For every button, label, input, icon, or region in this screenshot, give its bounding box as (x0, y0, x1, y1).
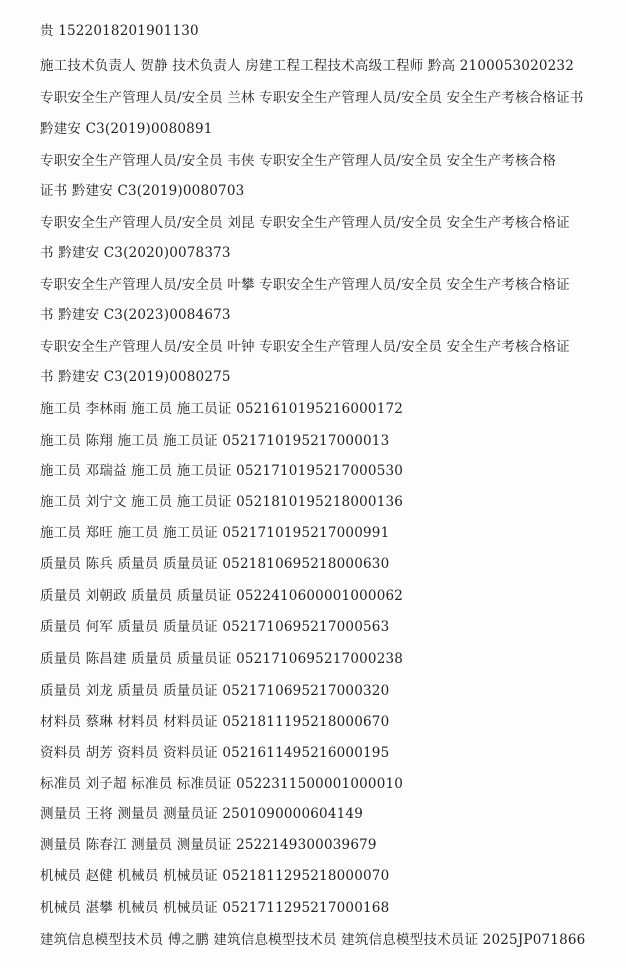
text-line: 材料员 蔡琳 材料员 材料员证 0521811195218000670 (40, 714, 390, 730)
text-line: 测量员 王将 测量员 测量员证 2501090000604149 (40, 806, 363, 822)
text-line: 建筑信息模型技术员 傅之鹏 建筑信息模型技术员 建筑信息模型技术员证 2025JP071866 (40, 932, 586, 948)
text-line: 机械员 赵健 机械员 机械员证 0521811295218000070 (40, 868, 390, 884)
text-line: 施工技术负责人 贺静 技术负责人 房建工程工程技术高级工程师 黔高 2100053020232 (40, 58, 575, 74)
text-line: 标准员 刘子超 标准员 标准员证 0522311500001000010 (40, 776, 404, 792)
text-line: 质量员 陈昌建 质量员 质量员证 0521710695217000238 (40, 651, 404, 667)
text-line: 机械员 湛攀 机械员 机械员证 0521711295217000168 (40, 900, 390, 916)
text-line: 书 黔建安 C3(2020)0078373 (40, 245, 231, 261)
text-line: 黔建安 C3(2019)0080891 (40, 121, 213, 137)
text-line: 质量员 刘朝政 质量员 质量员证 0522410600001000062 (40, 588, 404, 604)
text-line: 施工员 郑旺 施工员 施工员证 0521710195217000991 (40, 525, 390, 541)
text-line: 施工员 陈翔 施工员 施工员证 0521710195217000013 (40, 433, 390, 449)
text-line: 质量员 刘龙 质量员 质量员证 0521710695217000320 (40, 683, 390, 699)
text-line: 专职安全生产管理人员/安全员 叶攀 专职安全生产管理人员/安全员 安全生产考核合格证 (40, 277, 570, 293)
text-line: 施工员 刘宁文 施工员 施工员证 0521810195218000136 (40, 494, 404, 510)
text-line: 测量员 陈春江 测量员 测量员证 2522149300039679 (40, 837, 377, 853)
text-line: 证书 黔建安 C3(2019)0080703 (40, 183, 245, 199)
text-line: 专职安全生产管理人员/安全员 韦侠 专职安全生产管理人员/安全员 安全生产考核合格 (40, 153, 557, 169)
text-line: 专职安全生产管理人员/安全员 叶钟 专职安全生产管理人员/安全员 安全生产考核合格证 (40, 339, 570, 355)
text-line: 贵 1522018201901130 (40, 23, 199, 39)
text-line: 书 黔建安 C3(2019)0080275 (40, 369, 231, 385)
text-line: 专职安全生产管理人员/安全员 刘昆 专职安全生产管理人员/安全员 安全生产考核合格证 (40, 215, 570, 231)
text-line: 质量员 陈兵 质量员 质量员证 0521810695218000630 (40, 556, 390, 572)
text-line: 资料员 胡芳 资料员 资料员证 0521611495216000195 (40, 745, 390, 761)
text-line: 质量员 何军 质量员 质量员证 0521710695217000563 (40, 619, 390, 635)
text-line: 专职安全生产管理人员/安全员 兰林 专职安全生产管理人员/安全员 安全生产考核合格证书 (40, 90, 584, 106)
text-line: 施工员 李林雨 施工员 施工员证 0521610195216000172 (40, 401, 404, 417)
text-line: 施工员 邓瑞益 施工员 施工员证 0521710195217000530 (40, 463, 404, 479)
text-line: 书 黔建安 C3(2023)0084673 (40, 307, 231, 323)
